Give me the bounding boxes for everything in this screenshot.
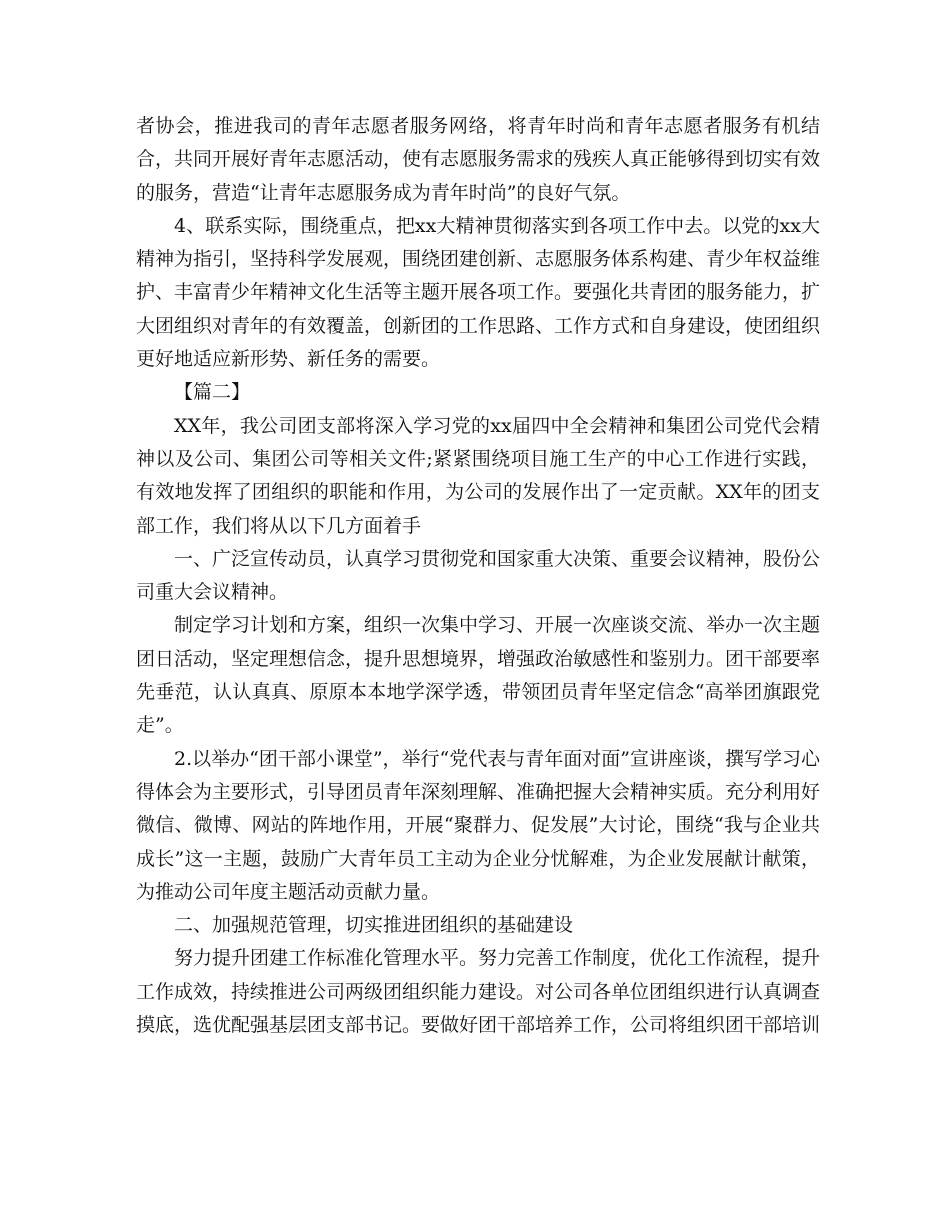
paragraph: 二、加强规范管理，切实推进团组织的基础建设 <box>174 914 574 937</box>
paragraph: 制定学习计划和方案，组织一次集中学习、开展一次座谈交流、举办一次主题团日活动，坚定理想信念，提升思想境界，增强政治敏感性和鉴别力。团干部要率先垂范，认认真真、原原本本地学深学透，带领团员青年坚定信念“高举团旗跟党走”。 <box>136 614 821 737</box>
paragraph: 2.以举办“团干部小课堂”，举行“党代表与青年面对面”宣讲座谈，撰写学习心得体会为主要形式，引导团员青年深刻理解、准确把握大会精神实质。充分利用好微信、微博、网站的阵地作用，开展“聚群力、促发展”大讨论，围绕“我与企业共成长”这一主题，鼓励广大青年员工主动为企业分忧解难，为企业发展献计献策，为推动公司年度主题活动贡献力量。 <box>136 747 821 903</box>
paragraph: 一、广泛宣传动员，认真学习贯彻党和国家重大决策、重要会议精神，股份公司重大会议精神。 <box>136 547 821 604</box>
paragraph: 努力提升团建工作标准化管理水平。努力完善工作制度，优化工作流程，提升工作成效，持续推进公司两级团组织能力建设。对公司各单位团组织进行认真调查摸底，选优配强基层团支部书记。要做好团干部培养工作，公司将组织团干部培训 <box>136 947 821 1037</box>
paragraph: 者协会，推进我司的青年志愿者服务网络，将青年时尚和青年志愿者服务有机结合，共同开展好青年志愿活动，使有志愿服务需求的残疾人真正能够得到切实有效的服务，营造“让青年志愿服务成为青年时尚”的良好气氛。 <box>136 115 821 204</box>
paragraph: 4、联系实际，围绕重点，把xx大精神贯彻落实到各项工作中去。以党的xx大精神为指引，坚持科学发展观，围绕团建创新、志愿服务体系构建、青少年权益维护、丰富青少年精神文化生活等主题开展各项工作。要强化共青团的服务能力，扩大团组织对青年的有效覆盖，创新团的工作思路、工作方式和自身建设，使团组织更好地适应新形势、新任务的需要。 <box>136 214 821 371</box>
paragraph: XX年，我公司团支部将深入学习党的xx届四中全会精神和集团公司党代会精神以及公司、集团公司等相关文件;紧紧围绕项目施工生产的中心工作进行实践，有效地发挥了团组织的职能和作用，为公司的发展作出了一定贡献。XX年的团支部工作，我们将从以下几方面着手 <box>136 414 820 537</box>
section-heading: 【篇二】 <box>174 381 251 404</box>
document-body <box>136 110 820 1042</box>
